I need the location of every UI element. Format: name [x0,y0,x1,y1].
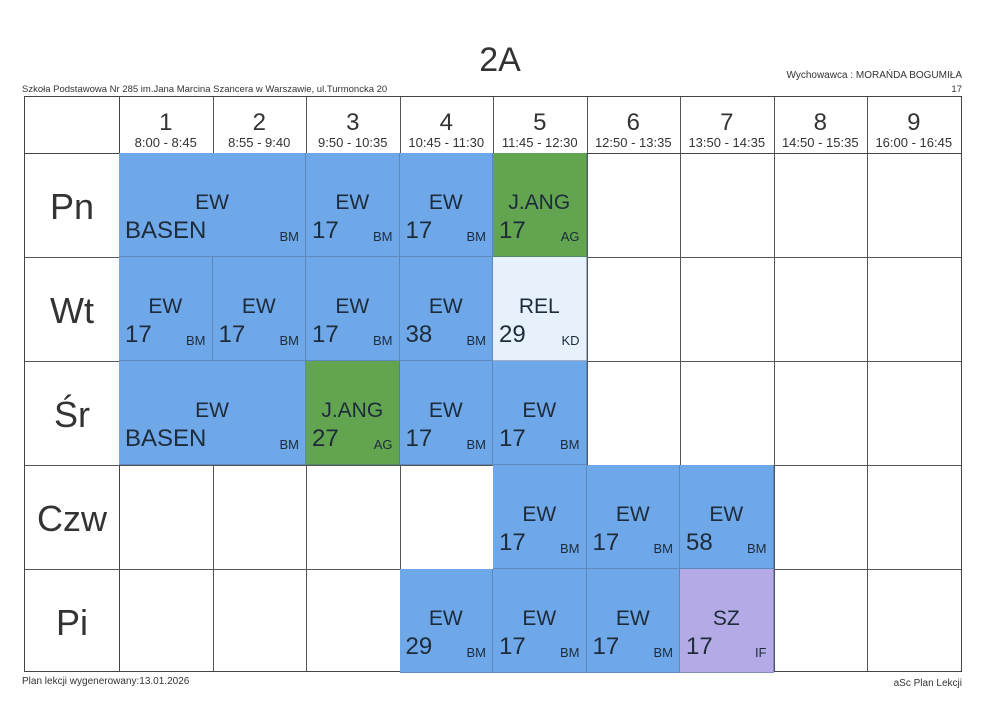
day-label: Śr [54,394,90,435]
lesson-teacher: BM [279,437,299,452]
class-title: 2A [479,41,521,79]
period-number: 3 [346,109,360,136]
lesson-room: 17 [312,217,339,244]
lesson-subject: EW [615,503,650,526]
lesson-cell[interactable] [400,153,494,257]
lesson-room: BASEN [125,217,207,244]
lesson-room: 17 [499,425,526,452]
app-name: aSc Plan Lekcji [893,678,962,689]
lesson-subject: J.ANG [508,191,571,214]
lesson-subject: EW [522,607,557,630]
lesson-cell[interactable] [400,257,494,361]
day-label: Czw [37,498,107,539]
lesson-room: 17 [499,529,526,556]
lesson-subject: EW [428,191,463,214]
lesson-room: 58 [686,529,713,556]
period-header [680,97,774,153]
lesson-subject: EW [522,503,557,526]
lesson-subject: EW [522,399,557,422]
lesson-subject: EW [241,295,276,318]
lesson-teacher: BM [747,541,767,556]
period-number: 4 [439,109,453,136]
period-time: 8:55 - 9:40 [228,135,291,150]
school-name: Szkoła Podstawowa Nr 285 im.Jana Marcina Szancera w Warszawie, ul.Turmoncka 20 [22,84,388,95]
period-header [587,97,681,153]
period-number: 2 [252,109,266,136]
lesson-room: 17 [499,633,526,660]
lesson-subject: EW [335,295,370,318]
lesson-teacher: BM [560,645,580,660]
lesson-teacher: BM [466,333,486,348]
lesson-cell[interactable] [306,257,400,361]
period-header [400,97,494,153]
lesson-subject: EW [428,399,463,422]
lesson-teacher: BM [653,541,673,556]
period-number: 6 [626,109,640,136]
lesson-subject: EW [195,399,229,422]
lesson-subject: EW [148,295,183,318]
lesson-cell[interactable] [680,465,774,569]
grid-line [774,97,775,671]
lesson-subject: EW [615,607,650,630]
period-header [774,97,868,153]
period-number: 7 [720,109,734,136]
period-header [493,97,587,153]
period-header [306,97,400,153]
period-time: 11:45 - 12:30 [501,135,578,150]
lesson-room: 17 [125,321,152,348]
lesson-subject: EW [709,503,744,526]
lesson-room: 17 [218,321,246,348]
lesson-cell[interactable] [306,361,400,465]
lesson-subject: J.ANG [321,399,384,422]
lesson-cell[interactable] [493,153,587,257]
period-number: 1 [159,109,173,136]
lesson-teacher: BM [466,645,486,660]
lesson-cell[interactable] [119,153,306,257]
lesson-cell[interactable] [119,257,213,361]
timetable-grid [24,96,962,672]
period-time: 9:50 - 10:35 [318,135,388,150]
lesson-teacher: BM [373,229,393,244]
period-header [213,97,307,153]
period-time: 13:50 - 14:35 [688,135,766,150]
lesson-room: 29 [499,321,526,348]
lesson-cell[interactable] [400,569,494,673]
lesson-subject: EW [428,607,463,630]
period-time: 8:00 - 8:45 [134,135,197,150]
lesson-cell[interactable] [213,257,307,361]
day-label: Pi [55,602,88,643]
lesson-cell[interactable] [680,569,774,673]
lesson-room: 38 [405,321,433,348]
lesson-cell[interactable] [493,569,587,673]
lesson-teacher: BM [279,229,299,244]
lesson-teacher: AG [373,437,393,452]
lesson-room: 17 [592,633,620,660]
lesson-subject: EW [335,191,370,214]
lesson-cell[interactable] [119,361,306,465]
grid-line [867,97,868,671]
lesson-teacher: BM [560,437,580,452]
lesson-cell[interactable] [306,153,400,257]
lesson-teacher: BM [466,437,486,452]
period-time: 14:50 - 15:35 [781,135,859,150]
day-label: Pn [49,186,95,227]
lesson-room: 17 [499,217,526,244]
period-time: 16:00 - 16:45 [875,135,953,150]
lesson-room: BASEN [125,425,207,452]
lesson-teacher: AG [560,229,580,244]
lesson-cell[interactable] [587,569,681,673]
lesson-room: 17 [592,529,620,556]
lesson-subject: REL [518,295,560,318]
lesson-room: 17 [312,321,339,348]
lesson-cell[interactable] [493,257,587,361]
homeroom-teacher: Wychowawca : MORAŃDA BOGUMIŁA [786,70,962,81]
lesson-teacher: BM [279,333,299,348]
lesson-teacher: BM [466,229,486,244]
lesson-subject: SZ [712,607,740,630]
generated-date: Plan lekcji wygenerowany:13.01.2026 [22,676,190,687]
period-number: 9 [907,109,921,136]
period-number: 8 [813,109,827,136]
lesson-subject: EW [195,191,229,214]
period-header [119,97,213,153]
day-label: Wt [50,290,94,331]
lesson-teacher: BM [653,645,673,660]
period-header [867,97,961,153]
period-time: 12:50 - 13:35 [594,135,672,150]
lesson-room: 29 [405,633,433,660]
lesson-cell[interactable] [493,465,587,569]
lesson-cell[interactable] [493,361,587,465]
lesson-teacher: KD [561,333,580,348]
homeroom-room: 17 [951,84,962,95]
period-number: 5 [533,109,547,136]
lesson-teacher: BM [373,333,393,348]
lesson-room: 17 [405,217,433,244]
lesson-subject: EW [428,295,463,318]
lesson-teacher: IF [754,645,767,660]
lesson-cell[interactable] [400,361,494,465]
lesson-room: 17 [686,633,713,660]
period-time: 10:45 - 11:30 [408,135,485,150]
lesson-room: 27 [312,425,339,452]
lesson-teacher: BM [186,333,206,348]
lesson-cell[interactable] [587,465,681,569]
lesson-teacher: BM [560,541,580,556]
lesson-room: 17 [405,425,433,452]
